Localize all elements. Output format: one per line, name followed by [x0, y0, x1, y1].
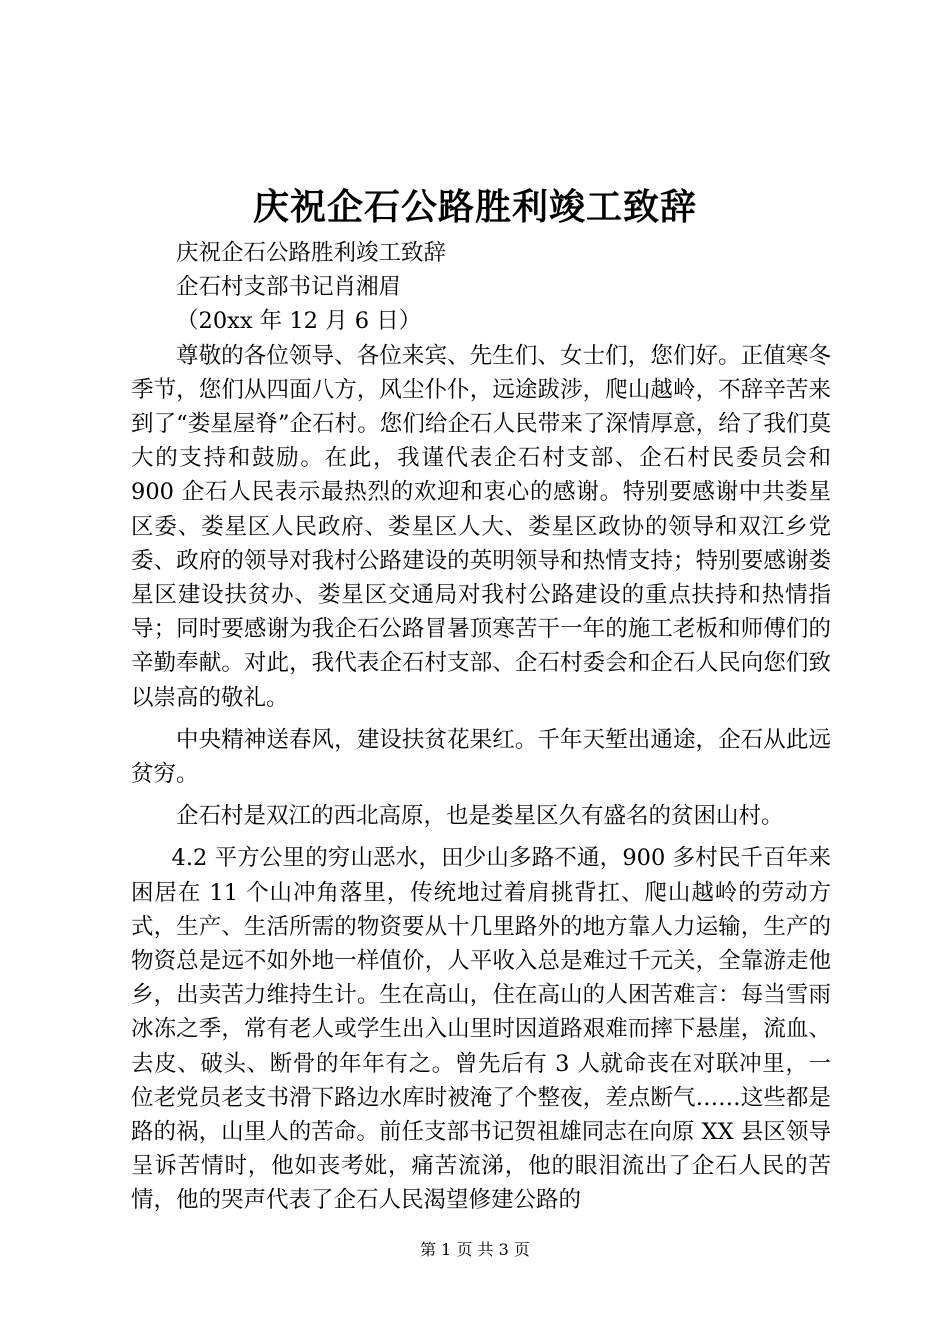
document-body	[131, 236, 831, 1218]
body-paragraph: 企石村是双江的西北高原，也是娄星区久有盛名的贫困山村。	[176, 803, 784, 830]
body-paragraph: 庆祝企石公路胜利竣工致辞	[176, 240, 447, 266]
body-paragraph: 中央精神送春风，建设扶贫花果红。千年天堑出通途，企石从此远贫穷。	[131, 726, 831, 788]
body-paragraph: （20xx 年 12 月 6 日）	[176, 308, 422, 335]
body-paragraph: 企石村支部书记肖湘眉	[176, 274, 402, 301]
document-title: 庆祝企石公路胜利竣工致辞	[252, 186, 697, 228]
page-number: 第 1 页 共 3 页	[420, 1240, 530, 1259]
body-paragraph: 尊敬的各位领导、各位来宾、先生们、女士们，您们好。正值寒冬季节，您们从四面八方，风尘仆仆，远途跋涉，爬山越岭，不辞辛苦来到了“娄星屋脊”企石村。您们给企石人民带来了深情厚意，给了我们莫大的支持和鼓励。在此，我谨代表企石村支部、企石村民委员会和 900 企石人民表示最热烈的欢迎和衷心的感谢。特别要感谢中共娄星区委、娄星区人民政府、娄星区人大、娄星区政协的领导和双江乡党委、政府的领导对我村公路建设的英明领导和热情支持；特别要感谢娄星区建设扶贫办、娄星区交通局对我村公路建设的重点扶持和热情指导；同时要感谢为我企石公路冒暑顶寒苦干一年的施工老板和师傅们的辛勤奉献。对此，我代表企石村支部、企石村委会和企石人民向您们致以崇高的敬礼。	[131, 342, 831, 711]
body-paragraph: 4.2 平方公里的穷山恶水，田少山多路不通，900 多村民千百年来困居在 11 个山冲角落里，传统地过着肩挑背扛、爬山越岭的劳动方式，生产、生活所需的物资要从十几里路外的地方靠人力运输，生产的物资总是远不如外地一样值价，人平收入总是难过千元关，全靠游走他乡，出卖苦力维持生计。生在高山，住在高山的人困苦难言：每当雪雨冰冻之季，常有老人或学生出入山里时因道路艰难而摔下悬崖，流血、去皮、破头、断骨的年年有之。曾先后有 3 人就命丧在对联冲里，一位老党员老支书滑下路边水库时被淹了个整夜，差点断气……这些都是路的祸，山里人的苦命。前任支部书记贺祖雄同志在向原 XX 县区领导呈诉苦情时，他如丧考妣，痛苦流涕，他的眼泪流出了企石人民的苦情，他的哭声代表了企石人民渴望修建公路的	[131, 845, 831, 1214]
